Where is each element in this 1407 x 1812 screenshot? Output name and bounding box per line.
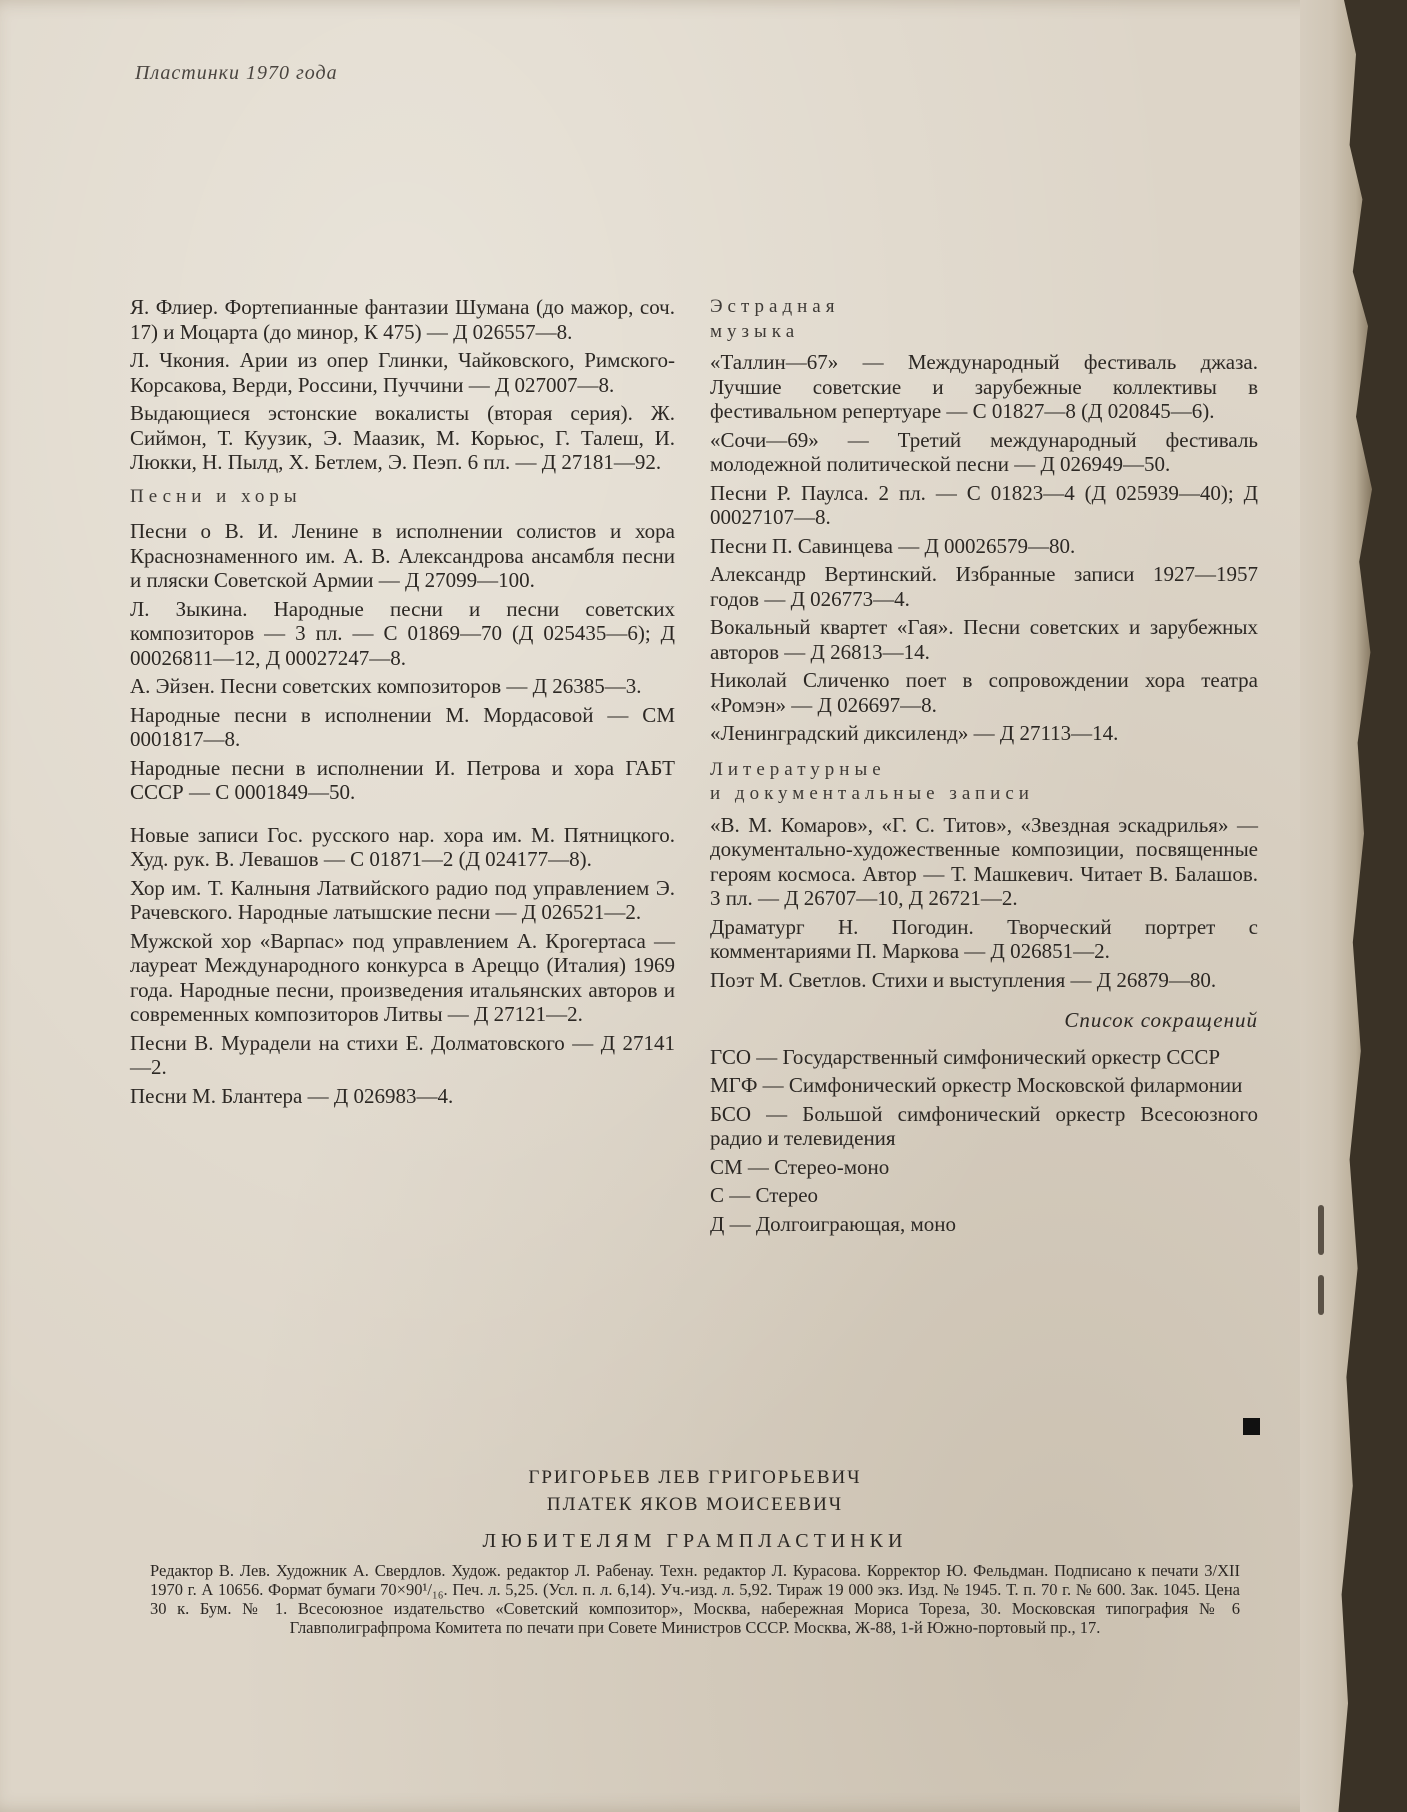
section-title-estrada-1: Эстрадная: [710, 296, 840, 317]
list-item: Вокальный квартет «Гая». Песни советских и зарубежных авторов — Д 26813—14.: [710, 615, 1258, 664]
list-item: Хор им. Т. Калныня Латвийского радио под управлением Э. Рачевского. Народные латышские песни — Д 026521—2.: [130, 875, 675, 924]
list-item: «Сочи—69» — Третий международный фестиваль молодежной политической песни — Д 026949—50.: [710, 427, 1258, 476]
staple: [1318, 1275, 1324, 1315]
book-title: ЛЮБИТЕЛЯМ ГРАМПЛАСТИНКИ: [482, 1530, 908, 1552]
entry-list-songs: [130, 519, 675, 805]
entry-list-literary: [710, 813, 1258, 993]
entry-list-choirs: [130, 823, 675, 1109]
right-column: [710, 295, 1258, 1240]
list-item: Песни о В. И. Ленине в исполнении солистов и хора Краснознаменного им. А. В. Александрова ансамбля песни и пляски Советской Армии — Д 27099—100.: [130, 519, 675, 592]
list-item: Николай Сличенко поет в сопровождении хора театра «Ромэн» — Д 026697—8.: [710, 668, 1258, 717]
list-item: Мужской хор «Варпас» под управлением А. Крогертаса — лауреат Международного конкурса в Ареццо (Италия) 1969 года. Народные песни, произведения итальянских авторов и современных композиторов Литвы — Д 27121—2.: [130, 928, 675, 1026]
list-item: МГФ — Симфонический оркестр Московской филармонии: [710, 1073, 1243, 1097]
entry-list-estrada: [710, 350, 1258, 746]
list-item: С — Стерео: [710, 1183, 819, 1207]
list-item: «В. М. Комаров», «Г. С. Титов», «Звездная эскадрилья» — документально-художественные композиции, посвященные героям космоса. Автор — Т. Машкевич. Читает В. Балашов. 3 пл. — Д 26707—10, Д 26721—2.: [710, 812, 1258, 910]
left-column: [130, 295, 675, 1112]
list-item: Л. Зыкина. Народные песни и песни советских композиторов — 3 пл. — С 01869—70 (Д 025435—6); Д 00026811—12, Д 00027247—8.: [130, 596, 675, 670]
list-item: Песни В. Мурадели на стихи Е. Долматовского — Д 27141—2.: [130, 1030, 675, 1079]
list-item: Песни П. Савинцева — Д 00026579—80.: [710, 533, 1076, 558]
list-item: Александр Вертинский. Избранные записи 1927—1957 годов — Д 026773—4.: [710, 562, 1258, 611]
section-title-literary-2: и документальные записи: [710, 783, 1034, 804]
imprint-text: Редактор В. Лев. Художник А. Свердлов. Худож. редактор Л. Рабенау. Техн. редактор Л. Курасова. Корректор Ю. Фельдман. Подписано к печати 3/XII 1970 г. А 10656. Формат бумаги 70×90¹/₁₆. Печ. л. 5,25. (Усл. п. л. 6,14). Уч.-изд. л. 5,92. Тираж 19 000 экз. Изд. № 1945. Т. п. 70 г. № 600. Зак. 1045. Цена 30 к. Бум. № 1. Всесоюзное издательство «Советский композитор», Москва, набережная Мориса Тореза, 30. Московская типография № 6 Главполиграфпрома Комитета по печати при Совете Министров СССР. Москва, Ж-88, 1-й Южно-портовый пр., 17.: [150, 1561, 1240, 1637]
list-item: БСО — Большой симфонический оркестр Всесоюзного радио и телевидения: [710, 1101, 1258, 1150]
list-item: А. Эйзен. Песни советских композиторов — Д 26385—3.: [130, 674, 642, 698]
running-head: Пластинки 1970 года: [135, 62, 338, 84]
list-item: Песни Р. Паулса. 2 пл. — С 01823—4 (Д 025939—40); Д 00027107—8.: [710, 480, 1258, 529]
section-title-songs: Песни и хоры: [130, 485, 302, 507]
entry-list-top: [130, 295, 675, 475]
list-item: Выдающиеся эстонские вокалисты (вторая серия). Ж. Сиймон, Т. Куузик, Э. Маазик, М. Корьюс, Г. Талеш, И. Люкки, Н. Пылд, Х. Бетлем, Э. Пеэп. 6 пл. — Д 27181—92.: [130, 401, 675, 474]
author-name: ПЛАТЕК ЯКОВ МОИСЕЕВИЧ: [546, 1494, 844, 1515]
list-item: Я. Флиер. Фортепианные фантазии Шумана (до мажор, соч. 17) и Моцарта (до минор, К 475) — Д 026557—8.: [130, 295, 675, 344]
end-mark-square: [1243, 1418, 1260, 1435]
list-item: «Ленинградский диксиленд» — Д 27113—14.: [710, 721, 1119, 745]
list-item: Новые записи Гос. русского нар. хора им. М. Пятницкого. Худ. рук. В. Левашов — С 01871—2 (Д 024177—8).: [130, 822, 675, 871]
list-item: Д — Долгоиграющая, моно: [710, 1211, 956, 1236]
list-item: Драматург Н. Погодин. Творческий портрет с комментариями П. Маркова — Д 026851—2.: [710, 914, 1258, 963]
list-item: ГСО — Государственный симфонический оркестр СССР: [710, 1044, 1221, 1069]
torn-page-edge: [1300, 0, 1380, 1812]
abbreviations-list: [710, 1045, 1258, 1237]
abbreviations-title: Список сокращений: [1064, 1008, 1258, 1032]
list-item: Народные песни в исполнении М. Мордасовой — СМ 0001817—8.: [130, 702, 675, 751]
list-item: Народные песни в исполнении И. Петрова и хора ГАБТ СССР — С 0001849—50.: [130, 755, 675, 804]
list-item: Поэт М. Светлов. Стихи и выступления — Д 26879—80.: [710, 967, 1217, 992]
colophon: [140, 1464, 1250, 1637]
section-title-estrada-2: музыка: [710, 320, 800, 342]
list-item: Песни М. Блантера — Д 026983—4.: [130, 1083, 454, 1108]
staple: [1318, 1205, 1324, 1255]
authors: [140, 1464, 1250, 1518]
list-item: Л. Чкония. Арии из опер Глинки, Чайковского, Римского-Корсакова, Верди, Россини, Пуччини — Д 027007—8.: [130, 348, 675, 397]
list-item: «Таллин—67» — Международный фестиваль джаза. Лучшие советские и зарубежные коллективы в фестивальном репертуаре — С 01827—8 (Д 020845—6).: [710, 350, 1258, 423]
section-title-literary-1: Литературные: [710, 758, 886, 780]
author-name: ГРИГОРЬЕВ ЛЕВ ГРИГОРЬЕВИЧ: [528, 1467, 862, 1488]
list-item: СМ — Стерео-моно: [710, 1154, 890, 1179]
